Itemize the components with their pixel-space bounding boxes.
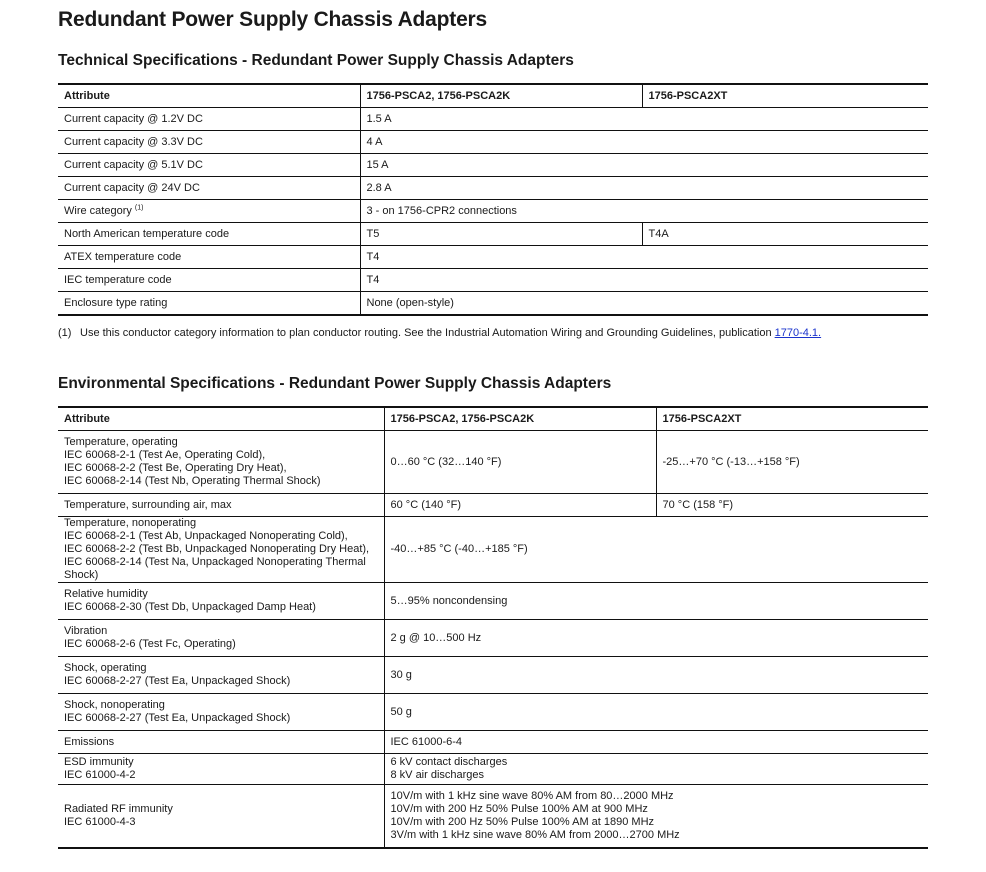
value-cell: T4 bbox=[360, 269, 928, 292]
value-cell: 2.8 A bbox=[360, 177, 928, 200]
table-row bbox=[58, 200, 928, 223]
header-psca2xt: 1756-PSCA2XT bbox=[656, 407, 928, 431]
env-specs-table bbox=[58, 406, 928, 849]
attribute-cell: Current capacity @ 5.1V DC bbox=[58, 154, 360, 177]
value-cell: 60 °C (140 °F) bbox=[384, 494, 656, 517]
value-cell: T4 bbox=[360, 246, 928, 269]
table-row bbox=[58, 131, 928, 154]
header-attribute: Attribute bbox=[58, 84, 360, 108]
attribute-cell: Shock, operating IEC 60068-2-27 (Test Ea, Unpackaged Shock) bbox=[58, 657, 384, 694]
value-cell: 5…95% noncondensing bbox=[384, 583, 928, 620]
table-row bbox=[58, 657, 928, 694]
tech-specs-table bbox=[58, 83, 928, 316]
attribute-cell: Shock, nonoperating IEC 60068-2-27 (Test Ea, Unpackaged Shock) bbox=[58, 694, 384, 731]
footnote bbox=[58, 327, 821, 339]
table-row bbox=[58, 785, 928, 848]
attribute-cell: Temperature, nonoperating IEC 60068-2-1 (Test Ab, Unpackaged Nonoperating Cold), IEC 60068-2-2 (Test Bb, Unpackaged Nonoperating Dry Heat), IEC 60068-2-14 (Test Na, Unpackaged Nonoperating Thermal Shock) bbox=[58, 517, 384, 583]
attribute-cell: Current capacity @ 1.2V DC bbox=[58, 108, 360, 131]
table-row bbox=[58, 292, 928, 316]
attribute-cell: Enclosure type rating bbox=[58, 292, 360, 316]
table-row bbox=[58, 431, 928, 494]
attribute-cell: Current capacity @ 3.3V DC bbox=[58, 131, 360, 154]
attribute-cell: Radiated RF immunity IEC 61000-4-3 bbox=[58, 785, 384, 848]
footnote-ref: (1) bbox=[134, 203, 144, 211]
attribute-cell: Temperature, surrounding air, max bbox=[58, 494, 384, 517]
table-row bbox=[58, 494, 928, 517]
table-row bbox=[58, 731, 928, 754]
attribute-cell: IEC temperature code bbox=[58, 269, 360, 292]
table-row bbox=[58, 269, 928, 292]
value-cell: 1.5 A bbox=[360, 108, 928, 131]
attribute-cell: ATEX temperature code bbox=[58, 246, 360, 269]
value-cell: 15 A bbox=[360, 154, 928, 177]
attribute-cell: North American temperature code bbox=[58, 223, 360, 246]
page-title: Redundant Power Supply Chassis Adapters bbox=[58, 8, 488, 31]
table-row bbox=[58, 754, 928, 785]
value-cell: T5 bbox=[360, 223, 642, 246]
footnote-number: (1) bbox=[58, 327, 72, 339]
table-row bbox=[58, 694, 928, 731]
table-row bbox=[58, 620, 928, 657]
header-psca2: 1756-PSCA2, 1756-PSCA2K bbox=[360, 84, 642, 108]
tech-specs-heading: Technical Specifications - Redundant Power Supply Chassis Adapters bbox=[58, 52, 574, 69]
table-row bbox=[58, 108, 928, 131]
value-cell: 10V/m with 1 kHz sine wave 80% AM from 80…2000 MHz 10V/m with 200 Hz 50% Pulse 100% AM at 900 MHz 10V/m with 200 Hz 50% Pulse 100% AM at 1890 MHz 3V/m with 1 kHz sine wave 80% AM from 2000…2700 MHz bbox=[384, 785, 928, 848]
value-cell: 2 g @ 10…500 Hz bbox=[384, 620, 928, 657]
attribute-cell bbox=[58, 200, 360, 223]
value-cell-xt: 70 °C (158 °F) bbox=[656, 494, 928, 517]
table-row bbox=[58, 246, 928, 269]
attribute-label: Wire category bbox=[64, 204, 132, 217]
table-header-row bbox=[58, 84, 928, 108]
attribute-cell: ESD immunity IEC 61000-4-2 bbox=[58, 754, 384, 785]
publication-link[interactable]: 1770-4.1. bbox=[774, 327, 822, 339]
header-attribute: Attribute bbox=[58, 407, 384, 431]
table-row bbox=[58, 223, 928, 246]
value-cell: None (open-style) bbox=[360, 292, 928, 316]
table-row bbox=[58, 154, 928, 177]
value-cell-xt: -25…+70 °C (-13…+158 °F) bbox=[656, 431, 928, 494]
value-cell: IEC 61000-6-4 bbox=[384, 731, 928, 754]
table-row bbox=[58, 177, 928, 200]
attribute-cell: Current capacity @ 24V DC bbox=[58, 177, 360, 200]
table-row bbox=[58, 517, 928, 583]
value-cell: 6 kV contact discharges 8 kV air discharges bbox=[384, 754, 928, 785]
attribute-cell: Emissions bbox=[58, 731, 384, 754]
table-header-row bbox=[58, 407, 928, 431]
table-row bbox=[58, 583, 928, 620]
attribute-cell: Relative humidity IEC 60068-2-30 (Test Db, Unpackaged Damp Heat) bbox=[58, 583, 384, 620]
value-cell: 50 g bbox=[384, 694, 928, 731]
attribute-cell: Temperature, operating IEC 60068-2-1 (Test Ae, Operating Cold), IEC 60068-2-2 (Test Be, Operating Dry Heat), IEC 60068-2-14 (Test Nb, Operating Thermal Shock) bbox=[58, 431, 384, 494]
value-cell: 0…60 °C (32…140 °F) bbox=[384, 431, 656, 494]
footnote-text: Use this conductor category information to plan conductor routing. See the Industrial Automation Wiring and Grounding Guidelines, publication bbox=[80, 327, 775, 339]
value-cell-xt: T4A bbox=[642, 223, 928, 246]
attribute-cell: Vibration IEC 60068-2-6 (Test Fc, Operating) bbox=[58, 620, 384, 657]
value-cell: 4 A bbox=[360, 131, 928, 154]
value-cell: 3 - on 1756-CPR2 connections bbox=[360, 200, 928, 223]
header-psca2xt: 1756-PSCA2XT bbox=[642, 84, 928, 108]
value-cell: 30 g bbox=[384, 657, 928, 694]
header-psca2: 1756-PSCA2, 1756-PSCA2K bbox=[384, 407, 656, 431]
value-cell: -40…+85 °C (-40…+185 °F) bbox=[384, 517, 928, 583]
env-specs-heading: Environmental Specifications - Redundant Power Supply Chassis Adapters bbox=[58, 375, 612, 392]
